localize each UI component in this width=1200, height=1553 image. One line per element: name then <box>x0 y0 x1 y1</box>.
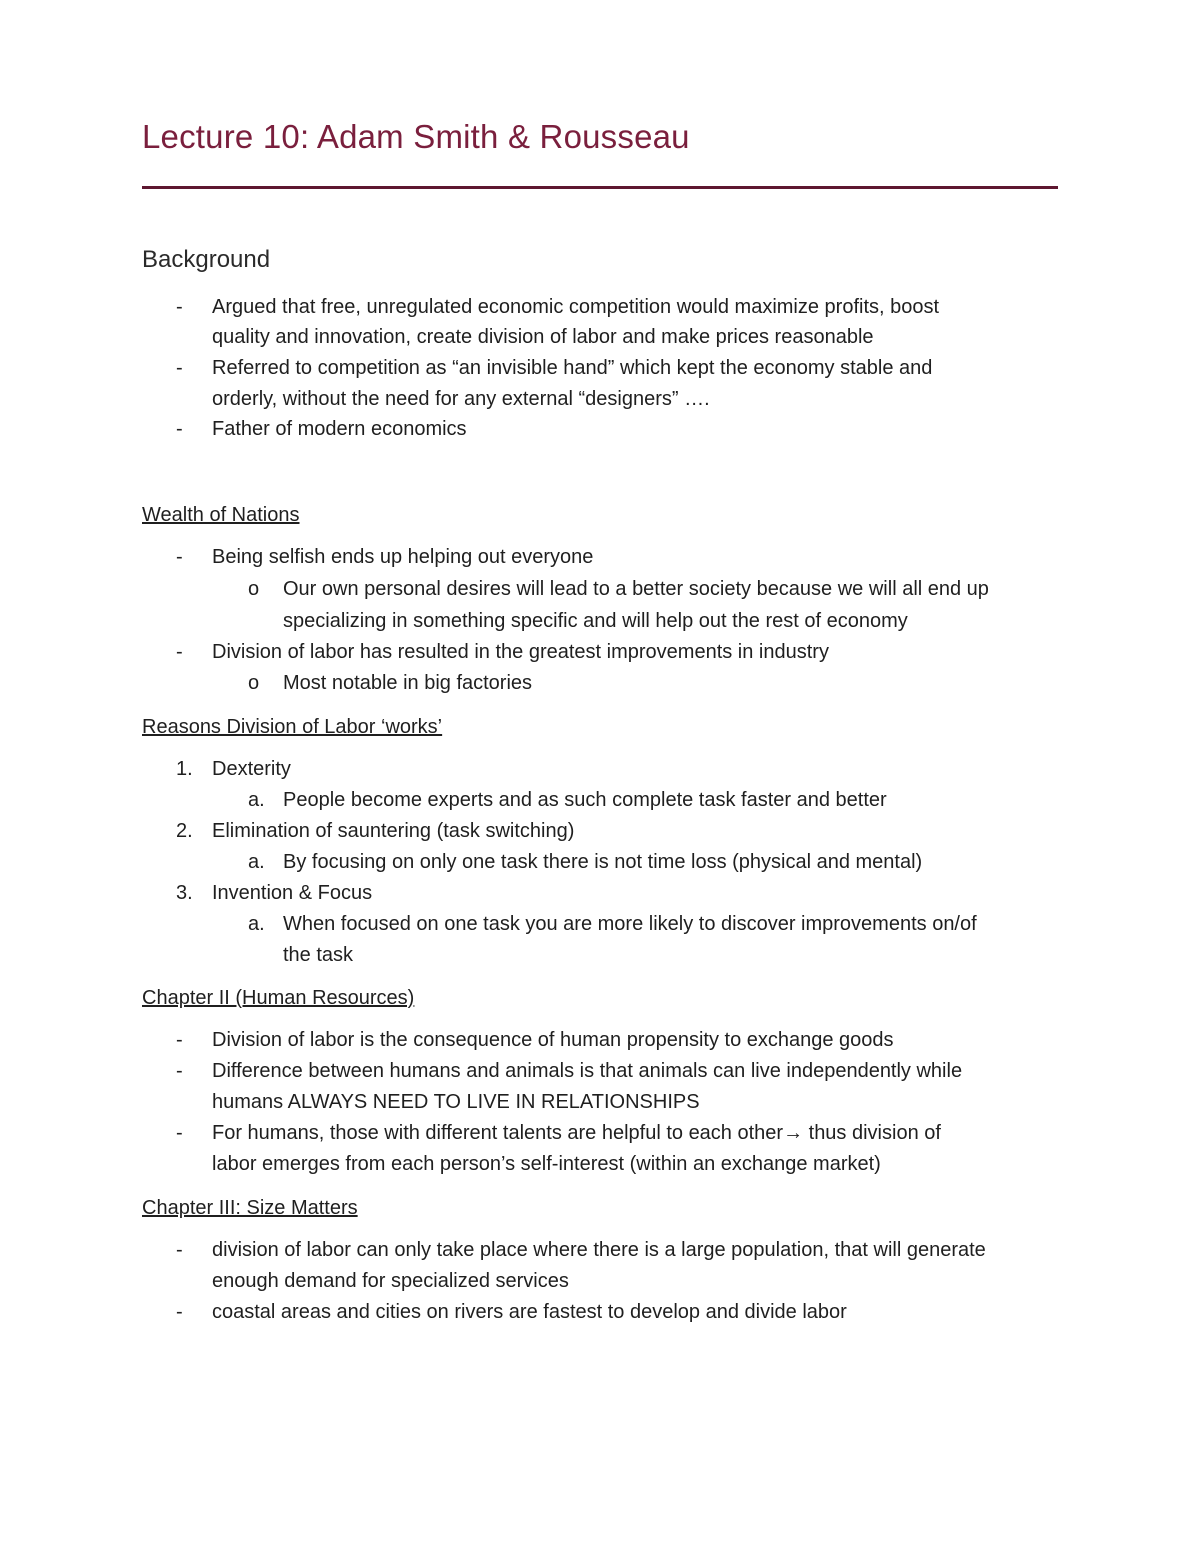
background-heading: Background <box>142 246 271 273</box>
chapter-2-line-2: Difference between humans and animals is that animals can live independently while <box>212 1060 963 1082</box>
wealth-of-nations-heading: Wealth of Nations <box>142 504 300 526</box>
chapter-3-line-2: enough demand for specialized services <box>212 1270 569 1292</box>
bullet-marker: - <box>176 1301 183 1323</box>
number-marker: 3. <box>176 882 193 904</box>
chapter-2-line-3: humans ALWAYS NEED TO LIVE IN RELATIONSHIPS <box>212 1091 700 1113</box>
chapter-2-line-5: labor emerges from each person’s self-interest (within an exchange market) <box>212 1153 881 1175</box>
reasons-line-6: When focused on one task you are more likely to discover improvements on/of <box>283 913 977 935</box>
background-line-2: quality and innovation, create division of labor and make prices reasonable <box>212 326 874 348</box>
wealth-line-2: Our own personal desires will lead to a better society because we will all end up <box>283 578 989 600</box>
background-line-4: orderly, without the need for any external “designers” …. <box>212 388 710 410</box>
number-marker: 1. <box>176 758 193 780</box>
page-title: Lecture 10: Adam Smith & Rousseau <box>142 118 690 155</box>
bullet-marker: - <box>176 1029 183 1051</box>
reasons-line-7: the task <box>283 944 354 966</box>
reasons-heading: Reasons Division of Labor ‘works’ <box>142 716 443 738</box>
background-line-5: Father of modern economics <box>212 418 467 440</box>
bullet-marker: - <box>176 296 183 318</box>
bullet-marker: - <box>176 357 183 379</box>
chapter-3-line-3: coastal areas and cities on rivers are fastest to develop and divide labor <box>212 1301 847 1323</box>
bullet-marker: - <box>176 546 183 568</box>
chapter-3-heading: Chapter III: Size Matters <box>142 1197 358 1219</box>
sub-bullet-marker: o <box>248 578 260 600</box>
background-line-3: Referred to competition as “an invisible hand” which kept the economy stable and <box>212 357 933 379</box>
chapter-2-line-4: For humans, those with different talents are helpful to each other→ thus division of <box>212 1122 941 1144</box>
title-divider <box>142 186 1058 189</box>
letter-marker: a. <box>248 789 265 811</box>
bullet-marker: - <box>176 418 183 440</box>
reasons-line-4: By focusing on only one task there is not time loss (physical and mental) <box>283 851 923 873</box>
number-marker: 2. <box>176 820 193 842</box>
wealth-line-3: specializing in something specific and will help out the rest of economy <box>283 610 908 632</box>
letter-marker: a. <box>248 913 265 935</box>
bullet-marker: - <box>176 1239 183 1261</box>
reasons-line-1: Dexterity <box>212 758 291 780</box>
reasons-line-2: People become experts and as such complete task faster and better <box>283 789 887 811</box>
chapter-2-heading: Chapter II (Human Resources) <box>142 987 415 1009</box>
bullet-marker: - <box>176 641 183 663</box>
bullet-marker: - <box>176 1122 183 1144</box>
reasons-line-3: Elimination of sauntering (task switching) <box>212 820 575 842</box>
letter-marker: a. <box>248 851 265 873</box>
wealth-line-5: Most notable in big factories <box>283 672 533 694</box>
chapter-3-line-1: division of labor can only take place where there is a large population, that will generate <box>212 1239 986 1261</box>
wealth-line-1: Being selfish ends up helping out everyone <box>212 546 594 568</box>
bullet-marker: - <box>176 1060 183 1082</box>
background-line-1: Argued that free, unregulated economic competition would maximize profits, boost <box>212 296 940 318</box>
chapter-2-line-1: Division of labor is the consequence of human propensity to exchange goods <box>212 1029 894 1051</box>
reasons-line-5: Invention & Focus <box>212 882 373 904</box>
wealth-line-4: Division of labor has resulted in the greatest improvements in industry <box>212 641 829 663</box>
sub-bullet-marker: o <box>248 672 260 694</box>
